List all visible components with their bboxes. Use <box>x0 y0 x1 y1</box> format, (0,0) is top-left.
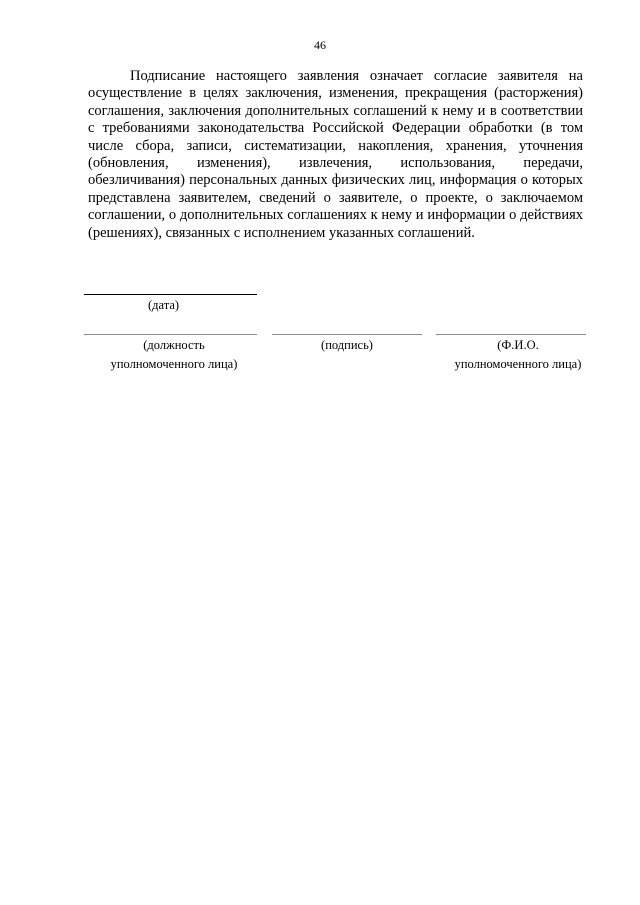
position-line <box>84 334 257 335</box>
full-name-caption-line2: уполномоченного лица) <box>454 356 582 371</box>
signature-line <box>272 334 422 335</box>
full-name-field <box>436 318 586 373</box>
date-line <box>84 294 257 295</box>
position-caption-line1: (должность <box>143 338 205 352</box>
signature-field <box>272 318 422 355</box>
signature-caption: (подпись) <box>321 338 373 352</box>
position-field <box>84 318 257 373</box>
page-number: 46 <box>314 38 326 52</box>
full-name-caption-line1: (Ф.И.О. <box>497 338 539 352</box>
consent-paragraph: Подписание настоящего заявления означает согласие заявителя на осуществление в целях заключения, изменения, прекращения (расторжения) соглашения, заключения дополнительных соглашений к нему и в соответствии с требованиями законодательства Российской Федерации обработки (в том числе сбора, записи, систематизации, накопления, хранения, уточнения (обновления, изменения), извлечения, использования, передачи, обезличивания) персональных данных физических лиц, информация о которых представлена заявителем, сведений о заявителе, о проекте, о заключаемом соглашении, о дополнительных соглашениях к нему и информации о действиях (решениях), связанных с исполнением указанных соглашений. <box>88 68 583 241</box>
position-caption <box>86 336 262 373</box>
position-caption-line2: уполномоченного лица) <box>110 356 238 371</box>
date-field <box>84 279 257 315</box>
date-caption: (дата) <box>147 298 180 312</box>
full-name-caption <box>438 336 598 373</box>
full-name-line <box>436 334 586 335</box>
